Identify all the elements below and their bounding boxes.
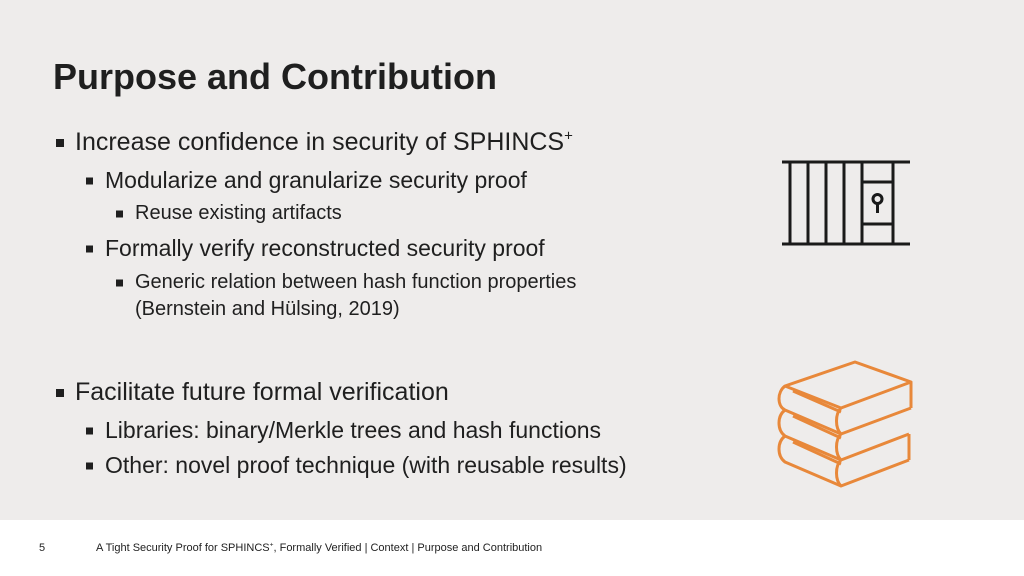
bullet-text: Libraries: binary/Merkle trees and hash functions (105, 417, 602, 443)
bullet-text: Facilitate future formal verification (75, 378, 449, 406)
stacked-books-icon (773, 358, 915, 490)
bullet-text: Reuse existing artifacts (135, 202, 342, 224)
bullet-increase-confidence (75, 128, 573, 157)
bullet-formally-verify (105, 235, 545, 262)
bullet-text: Modularize and granularize security proof (105, 167, 527, 193)
bullet-reuse-artifacts (135, 202, 342, 225)
footer-text-part: A Tight Security Proof for SPHINCS (96, 542, 270, 554)
bullet-text: Increase confidence in security of SPHINCS (75, 128, 565, 156)
footer-text-part: , Formally Verified | Context | Purpose and Contribution (273, 542, 543, 554)
bullet-generic-relation (135, 271, 576, 294)
bullet-marker (116, 210, 123, 217)
bullet-text: Other: novel proof technique (with reusable results) (105, 452, 627, 478)
slide-footer (0, 520, 1024, 576)
bullet-marker (56, 389, 64, 397)
page-number: 5 (39, 542, 46, 554)
footer-text (96, 542, 542, 554)
bullet-other (105, 452, 627, 479)
bullet-marker (86, 427, 93, 434)
bullet-libraries (105, 417, 601, 444)
bullet-marker (86, 462, 93, 469)
superscript-plus: + (564, 127, 573, 145)
bullet-text: Formally verify reconstructed security proof (105, 235, 545, 261)
bullet-marker (86, 177, 93, 184)
jail-cell-icon (780, 158, 912, 248)
bullet-generic-relation-citation: (Bernstein and Hülsing, 2019) (135, 298, 400, 320)
bullet-modularize (105, 167, 527, 194)
slide-title: Purpose and Contribution (53, 56, 497, 97)
bullet-marker (86, 245, 93, 252)
bullet-marker (56, 139, 64, 147)
bullet-text: Generic relation between hash function properties (135, 271, 577, 293)
footer-superscript: + (269, 541, 274, 549)
bullet-marker (116, 279, 123, 286)
bullet-facilitate-verification (75, 378, 449, 407)
